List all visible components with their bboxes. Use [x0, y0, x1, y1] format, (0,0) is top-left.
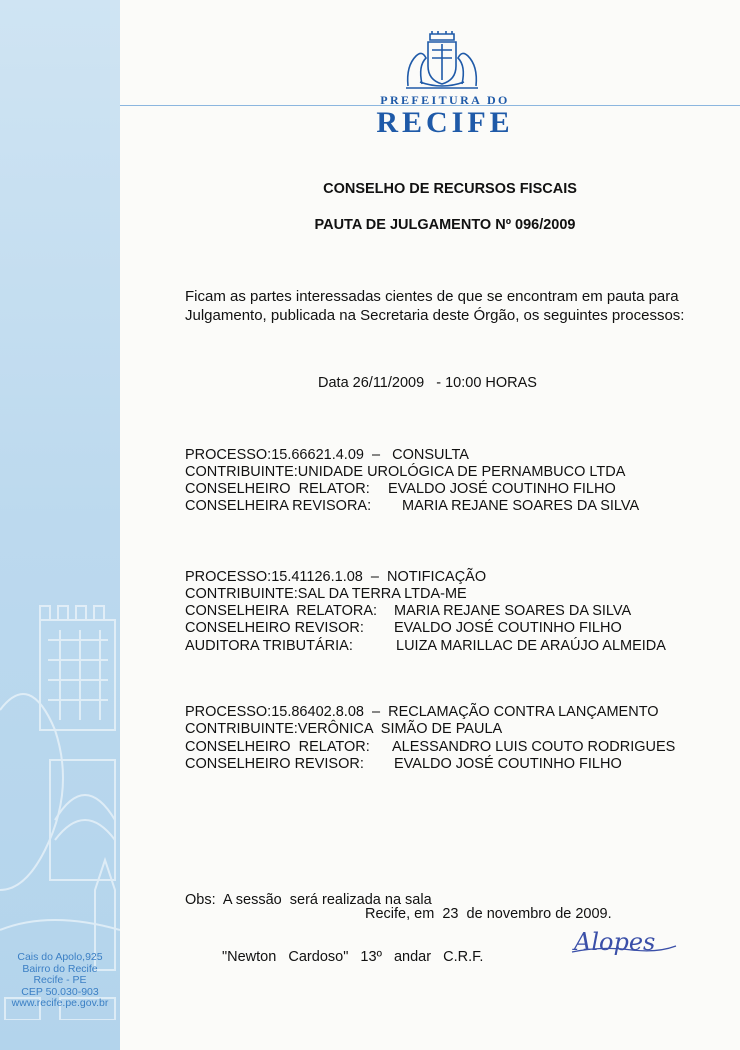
process-3-role-1: CONSELHEIRO RELATOR: [185, 739, 370, 755]
address-neighborhood: Bairro do Recife [22, 962, 98, 975]
process-3-name-1: ALESSANDRO LUIS COUTO RODRIGUES [392, 739, 676, 755]
process-1-taxpayer: CONTRIBUINTE:UNIDADE UROLÓGICA DE PERNAMBUCO LTDA [185, 464, 626, 480]
place-and-date: Recife, em 23 de novembro de 2009. [365, 906, 612, 922]
process-2-role-3: AUDITORA TRIBUTÁRIA: [185, 638, 353, 654]
address-block [0, 952, 120, 1010]
process-2-name-3: LUIZA MARILLAC DE ARAÚJO ALMEIDA [396, 638, 666, 654]
address-city: Recife - PE [33, 974, 87, 986]
process-1-role-1: CONSELHEIRO RELATOR: [185, 481, 370, 497]
prefeitura-label: PREFEITURA DO [380, 93, 510, 107]
process-1-name-2: MARIA REJANE SOARES DA SILVA [402, 498, 640, 514]
process-2-name-1: MARIA REJANE SOARES DA SILVA [394, 603, 632, 619]
process-3-number: PROCESSO:15.86402.8.08 – RECLAMAÇÃO CONTRA LANÇAMENTO [185, 704, 659, 720]
process-2-role-1: CONSELHEIRA RELATORA: [185, 603, 378, 619]
process-3-name-2: EVALDO JOSÉ COUTINHO FILHO [394, 756, 622, 772]
process-2-role-2: CONSELHEIRO REVISOR: [185, 620, 364, 636]
coat-of-arms-icon [402, 30, 482, 92]
process-3-role-2: CONSELHEIRO REVISOR: [185, 756, 364, 772]
handwritten-signature-icon [570, 920, 680, 962]
process-2-number: PROCESSO:15.41126.1.08 – NOTIFICAÇÃO [185, 569, 487, 585]
session-date: Data 26/11/2009 - 10:00 HORAS [318, 375, 537, 391]
address-street: Cais do Apolo,925 [17, 951, 103, 963]
address-website: www.recife.pe.gov.br [11, 997, 109, 1009]
left-sidebar-band [0, 0, 120, 1050]
city-name-logotype: RECIFE [376, 106, 514, 139]
process-2-taxpayer: CONTRIBUINTE:SAL DA TERRA LTDA-ME [185, 586, 467, 602]
observation-line-1: Obs: A sessão será realizada na sala [185, 892, 432, 908]
signature-text: Alopes [574, 928, 656, 956]
process-2-name-2: EVALDO JOSÉ COUTINHO FILHO [394, 620, 622, 636]
process-3-taxpayer: CONTRIBUINTE:VERÔNICA SIMÃO DE PAULA [185, 721, 503, 737]
council-title: CONSELHO DE RECURSOS FISCAIS [323, 181, 577, 197]
observation-line-2: "Newton Cardoso" 13º andar C.R.F. [222, 949, 484, 965]
process-1-role-2: CONSELHEIRA REVISORA: [185, 498, 372, 514]
agenda-title: PAUTA DE JULGAMENTO Nº 096/2009 [314, 217, 576, 233]
process-1-name-1: EVALDO JOSÉ COUTINHO FILHO [388, 481, 616, 497]
address-cep: CEP 50.030-903 [21, 985, 99, 998]
process-1-number: PROCESSO:15.66621.4.09 – CONSULTA [185, 447, 469, 463]
intro-paragraph: Ficam as partes interessadas cientes de que se encontram em pauta para Julgamento, publicada na Secretaria deste Órgão, os seguintes processos: [185, 288, 685, 324]
